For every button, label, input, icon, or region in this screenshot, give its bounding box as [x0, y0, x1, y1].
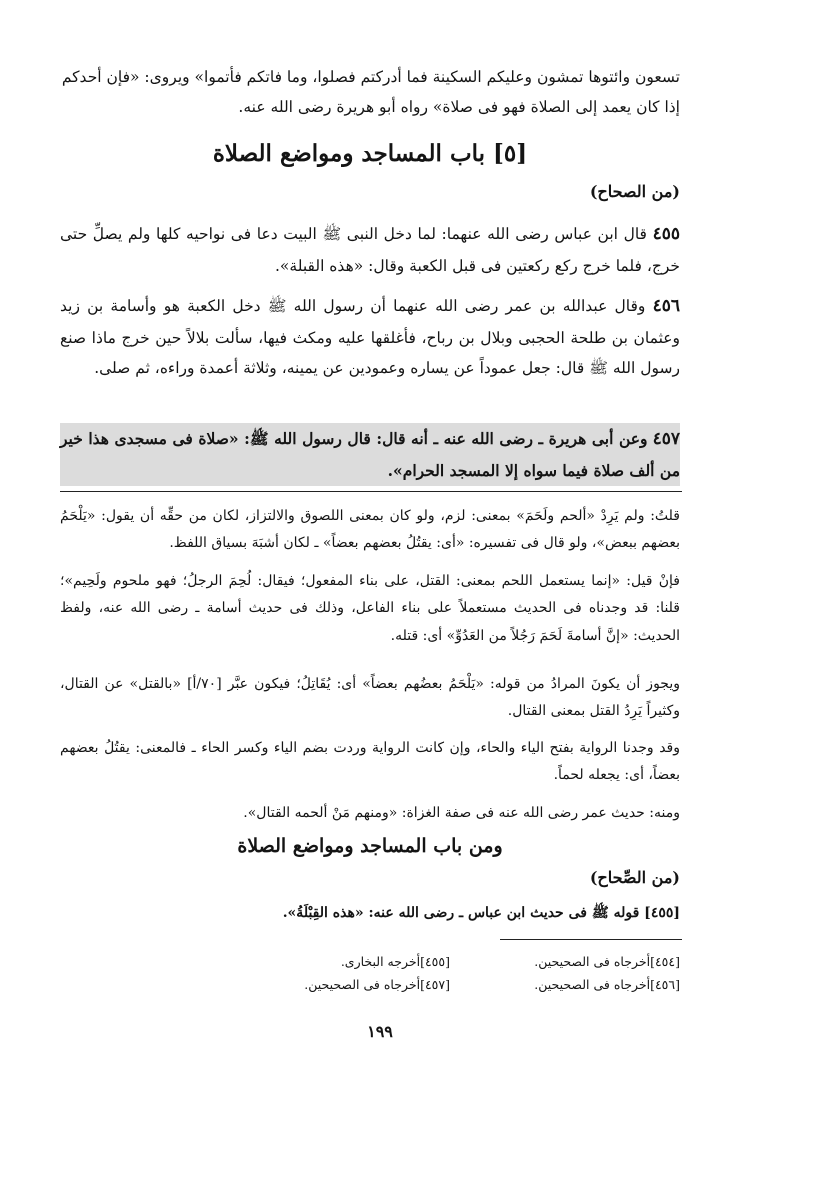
intro-line-2: إذا كان يعمد إلى الصلاة فهو فى صلاة» رواه أبو هريرة رضى الله عنه.: [238, 98, 680, 117]
footnote-text: أخرجه البخارى.: [340, 954, 421, 969]
hadith-number: ٤٥٧: [652, 429, 680, 449]
commentary-paragraph-5: ومنه: حديث عمر رضى الله عنه فى صفة الغزاة: «ومنهم مَنْ ألحمه القتال».: [243, 805, 680, 821]
commentary-section-subtitle: (من الصِّحاح): [589, 868, 680, 887]
footnote-455: [270, 952, 450, 972]
commentary-paragraph-3: ويجوز أن يكونَ المرادُ من قوله: «يَلْحَمُ بعضُهم بعضاً» أى: يُقَاتِلُ؛ فيكون عبَّر [٧٠/أ] «بالقتل» عن القتال، وكثيراً يَرِدُ القتل بمعنى القتال.: [60, 676, 680, 720]
hadith-455: [60, 218, 680, 281]
footnote-ref: [٤٥٧]: [420, 977, 450, 992]
hadith-text: وعن أبى هريرة ـ رضى الله عنه ـ أنه قال: قال رسول الله ﷺ: «صلاة فى مسجدى هذا خير من ألف صلاة فيما سواه إلا المسجد الحرام».: [60, 429, 680, 481]
footnote-ref: [٤٥٤]: [650, 954, 680, 969]
page-number: ١٩٩: [367, 1022, 393, 1041]
hadith-number: ٤٥٦: [652, 296, 680, 316]
intro-paragraph: [60, 62, 680, 122]
section-divider: [60, 491, 682, 492]
commentary-paragraph-2: فإنْ قيل: «إنما يستعمل اللحم بمعنى: القتل، على بناء المفعول؛ فيقال: لُحِمَ الرجلُ؛ فهو ملحوم ولَحِيم»؛ قلنا: قد وجدناه فى الحديث مستعملاً على بناء الفاعل، وذلك فى حديث أسامة ـ رضى الله عنه، ولفظ الحديث: «إنَّ أسامةَ لَحَمَ رَجُلاً من العَدُوِّ» أى: قتله.: [60, 573, 680, 644]
footnote-454: [500, 952, 680, 972]
footnote-divider: [500, 939, 682, 940]
hadith-number: ٤٥٥: [652, 224, 680, 244]
intro-line-1: تسعون وائتوها تمشون وعليكم السكينة فما أدركتم فصلوا، وما فاتكم فأتموا» ويروى: «فإن أحدكم: [61, 68, 680, 86]
chapter-subtitle: (من الصحاح): [589, 182, 680, 201]
footnote-457: [270, 975, 450, 995]
commentary-section-title: ومن باب المساجد ومواضع الصلاة: [237, 835, 503, 857]
footnote-ref: [٤٥٥]: [420, 954, 450, 969]
footnote-text: أخرجاه فى الصحيحين.: [534, 977, 651, 992]
footnote-text: أخرجاه فى الصحيحين.: [304, 977, 421, 992]
hadith-text: قال ابن عباس رضى الله عنهما: لما دخل النبى ﷺ البيت دعا فى نواحيه كلها ولم يصلِّ حتى خرج، فلما خرج ركع ركعتين فى قبل الكعبة وقال: «هذه القبلة».: [60, 225, 680, 276]
commentary-paragraph-1: قلتُ: ولم يَرِدْ «ألحم ولَحَمَ» بمعنى: لزم، ولو كان بمعنى اللصوق والالتزاز، لكان من حقِّه أن يقول: «يَلْحَمُ بعضهم ببعض»، ولو قال فى تفسيره: «أى: يقتُلُ بعضهم بعضاً» ـ لكان أشبَهَ بسياق اللفظ.: [60, 508, 680, 552]
hadith-text: وقال عبدالله بن عمر رضى الله عنهما أن رسول الله ﷺ دخل الكعبة هو وأسامة بن زيد وعثمان بن طلحة الحجبى وبلال بن رباح، فأغلقها عليه ومكث فيها، سألت بلالاً حين خرج ماذا صنع رسول الله ﷺ قال: جعل عموداً عن يساره وعمودين عن يمينه، وثلاثة أعمدة وراءه، ثم صلى.: [60, 297, 680, 378]
hadith-457: [60, 423, 680, 486]
footnote-ref: [٤٥٦]: [650, 977, 680, 992]
footnote-456: [500, 975, 680, 995]
commentary-paragraph-6: [٤٥٥] قوله ﷺ فى حديث ابن عباس ـ رضى الله عنه: «هذه القِبْلَةُ».: [282, 905, 680, 921]
commentary-paragraph-4: وقد وجدنا الرواية بفتح الياء والحاء، وإن كانت الرواية وردت بضم الياء وكسر الحاء ـ فالمعنى: يقتُلُ بعضهم بعضاً، أى: يجعله لحماً.: [60, 740, 680, 784]
chapter-title: [٥] باب المساجد ومواضع الصلاة: [212, 140, 528, 167]
hadith-456: [60, 290, 680, 384]
footnote-text: أخرجاه فى الصحيحين.: [534, 954, 651, 969]
